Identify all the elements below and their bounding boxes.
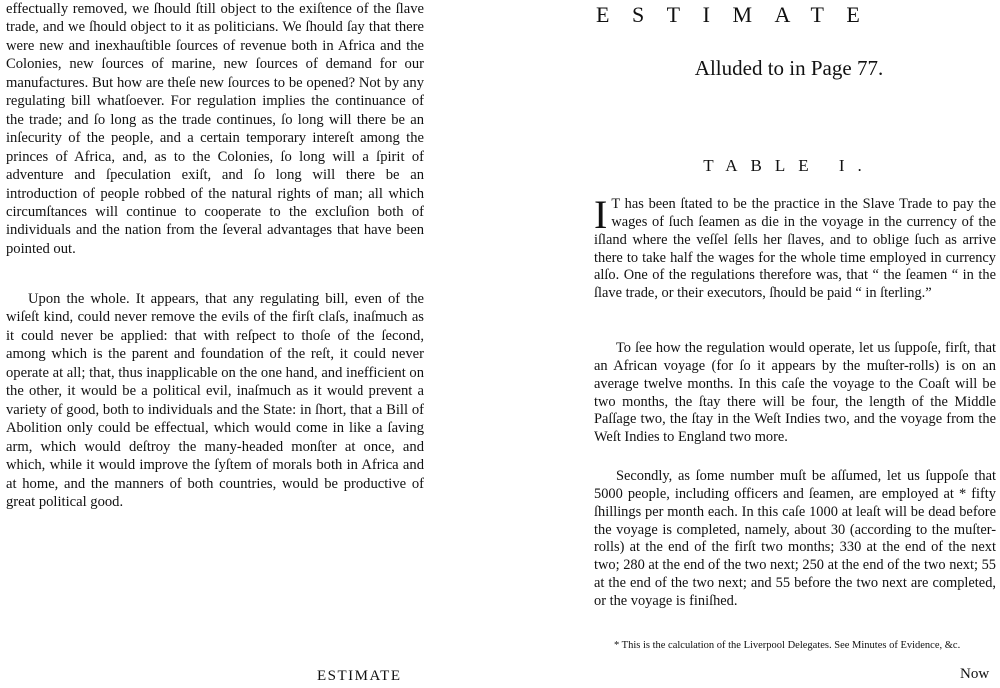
- right-paragraph-1: [594, 192, 996, 303]
- left-page: [0, 0, 440, 688]
- right-page: [578, 0, 1000, 688]
- page-subtitle: Alluded to in Page 77.: [694, 56, 884, 80]
- drop-cap: I: [594, 192, 608, 237]
- page-title: ESTIMATE: [596, 2, 883, 27]
- right-catchword: Now: [960, 666, 990, 682]
- left-paragraph-2: Upon the whole. It appears, that any regulating bill, even of the wiſeſt kind, could never remove the evils of the firſt claſs, inaſmuch as it could never be applied: that with reſpect to thoſe of the ſecond, among which is the parent and foundation of the reſt, it could never operate at all; that, thus inapplicable on the one hand, and inefficient on the other, it would be a political evil, inaſmuch as it would prevent a variety of good, both to individuals and the State: in ſhort, that a Bill of Abolition only could be effectual, which would come in like a ſaving arm, which would deſtroy the many-headed monſter at once, and which, while it would improve the ſyſtem of morals both in Africa and at home, and the manners of both countries, would be productive of great political good.: [6, 291, 424, 510]
- table-heading: TABLE I.: [703, 156, 875, 175]
- footnote: * This is the calculation of the Liverpool Delegates. See Minutes of Evidence, &c.: [614, 640, 961, 651]
- left-catchword: ESTIMATE: [317, 668, 402, 684]
- right-paragraph-3: Secondly, as ſome number muſt be aſſumed, let us ſuppoſe that 5000 people, including officers and ſeamen, are employed at * fifty ſhillings per month each. In this caſe 1000 at leaſt will be dead before the voyage is completed, namely, about 30 (according to the muſter-rolls) at the end of the firſt two months; 330 at the end of the next two; 280 at the end of the two next; 250 at the end of the two next; 55 at the end of the two next; and 55 before the two next are completed, or the voyage is finiſhed.: [594, 468, 996, 609]
- right-paragraph-1-text: T has been ſtated to be the practice in the Slave Trade to pay the wages of ſuch ſeamen as die in the voyage in the currency of the iſland where the veſſel ſells her ſlaves, and to oblige ſuch as arrive there to take half the wages for the whole time employed in currency alſo. One of the regulations therefore was, that “ the ſeamen “ in the ſlave trade, or their executors, ſhould be paid “ in ſterling.”: [594, 196, 996, 302]
- right-paragraph-2: To ſee how the regulation would operate, let us ſuppoſe, firſt, that an African voyage (for ſo it appears by the muſter-rolls) is on an average twelve months. In this caſe the voyage to the Coaſt will be two months, the ſtay there will be four, the length of the Middle Paſſage two, the ſtay in the Weſt Indies two, and the voyage from the Weſt Indies to England two more.: [594, 340, 996, 446]
- left-paragraph-1: effectually removed, we ſhould ſtill object to the exiſtence of the ſlave trade, and we ſhould object to it as politicians. We ſhould ſay that there were new and inexhauſtible ſources of revenue both in Africa and the Colonies, new ſources of marine, new ſources of demand for our manufactures. But how are theſe new ſources to be opened? Not by any regulating bill whatſoever. For regulation implies the continuance of the trade; and ſo long as the trade continues, ſo long will there be an inſecurity of the people, and a certain temporary intereſt among the princes of Africa, and, as to the Colonies, ſo long will a ſpirit of adventure and ſpeculation exiſt, and ſo long will there be an introduction of people robbed of the natural rights of man; all which circumſtances will continue to cooperate to the excluſion both of individuals and the nation from the ſeveral advantages that have been pointed out.: [6, 1, 424, 257]
